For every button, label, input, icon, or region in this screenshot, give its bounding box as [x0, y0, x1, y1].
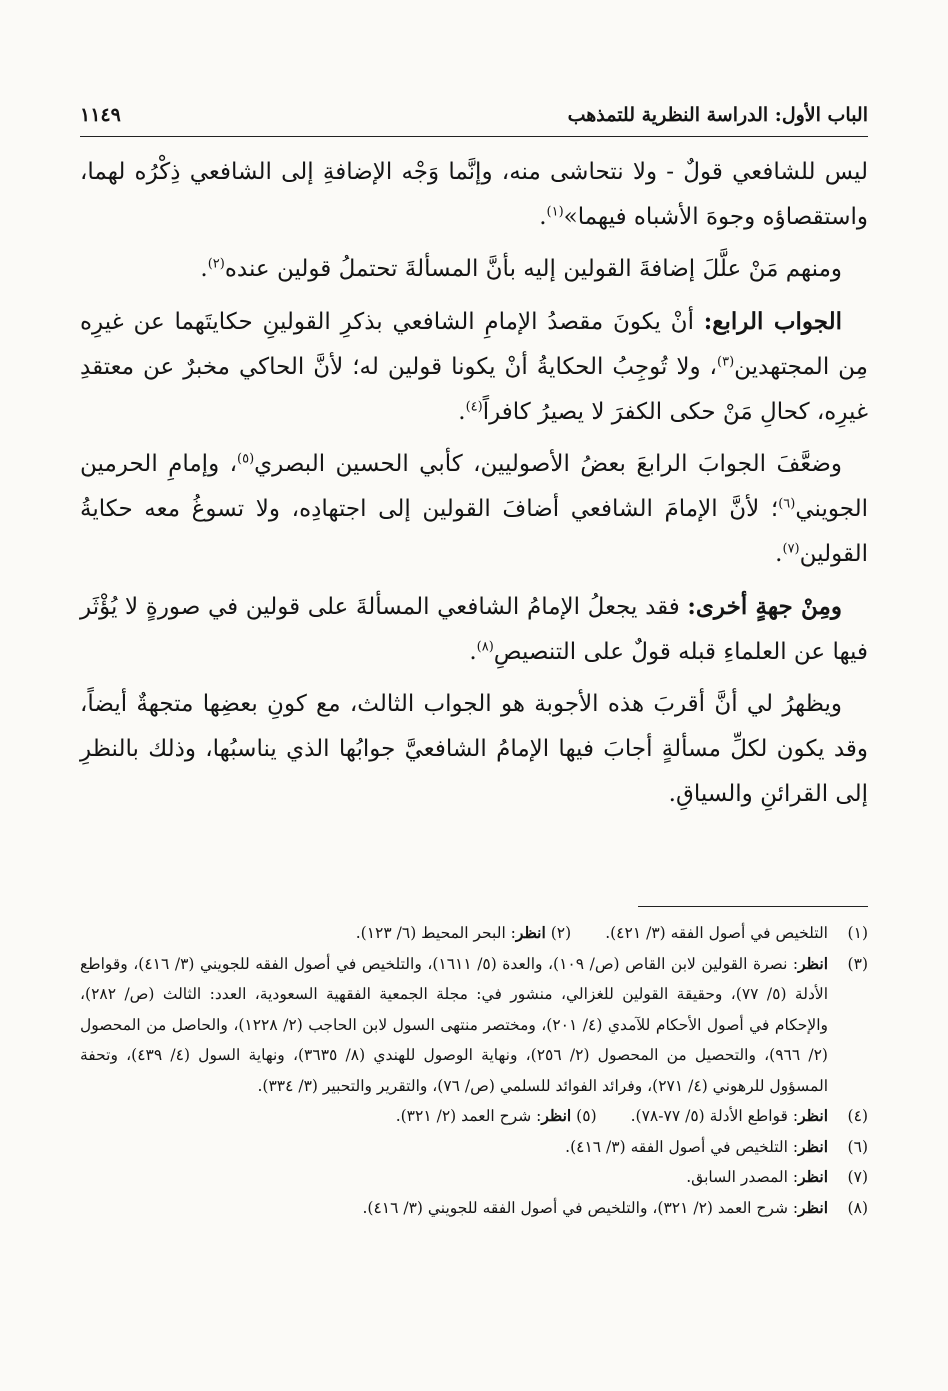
- footnote-number: (٣): [847, 954, 868, 973]
- footnote-row: [80, 1162, 868, 1193]
- footnote-pair: [80, 1101, 828, 1132]
- footnote-ref: (١): [546, 204, 564, 220]
- footnote-text: : قواطع الأدلة (٥/ ٧٧-٧٨).: [630, 1107, 799, 1125]
- footnote-row: [80, 1132, 868, 1163]
- footnote-lead: انظر: [515, 923, 546, 942]
- paragraph-end: .: [469, 639, 477, 665]
- footnote-row: [80, 918, 868, 949]
- main-text: [80, 150, 868, 824]
- footnote-text: التلخيص في أصول الفقه (٣/ ٤٢١).: [605, 924, 828, 942]
- footnote-number: (٨): [847, 1198, 868, 1217]
- paragraph-text: فقد يجعلُ الإمامُ الشافعي المسألةَ على قولين في صورةٍ لا يُؤْثَر فيها عن العلماءِ قبله قولٌ على التنصيصِ: [80, 594, 868, 665]
- footnote-ref: (٥): [237, 451, 255, 467]
- section-lead: ومِنْ جهةٍ أخرى:: [687, 593, 842, 620]
- footnote-row: [80, 1193, 868, 1224]
- paragraph-end: .: [200, 256, 208, 282]
- footnote-body: [80, 1132, 828, 1163]
- footnote-lead: انظر: [798, 1197, 828, 1217]
- footnote-text: : المصدر السابق.: [686, 1168, 799, 1186]
- paragraph-1: [80, 150, 868, 240]
- page-header: [80, 100, 868, 137]
- footnotes: [80, 918, 868, 1223]
- footnote-lead: انظر: [798, 953, 829, 973]
- paragraph-4: [80, 442, 868, 577]
- footnote-lead: انظر: [541, 1106, 572, 1125]
- footnote-text: : شرح العمد (٢/ ٣٢١)، والتلخيص في أصول الفقه للجويني (٣/ ٤١٦).: [362, 1198, 799, 1217]
- footnote-row: [80, 949, 868, 1102]
- paragraph-end: .: [458, 399, 466, 425]
- paragraph-2: [80, 247, 868, 292]
- paragraph-text: ومنهم مَنْ علَّلَ إضافةَ القولين إليه بأنَّ المسألةَ تحتملُ قولين عنده: [224, 256, 842, 282]
- footnote-pair: [80, 918, 828, 949]
- footnote-number: (٦): [847, 1137, 868, 1156]
- footnote-number: (١): [847, 924, 868, 942]
- footnote-number: (٤): [847, 1107, 868, 1125]
- footnote-row: [80, 1101, 868, 1132]
- footnote-body: [80, 949, 828, 1102]
- footnote-lead: انظر: [798, 1136, 828, 1156]
- footnote-divider: [638, 906, 868, 907]
- footnote-number: (٧): [847, 1168, 868, 1186]
- footnote-number: (٥): [576, 1107, 597, 1125]
- paragraph-end: .: [539, 204, 547, 230]
- footnote-text: : نصرة القولين لابن القاص (ص/ ١٠٩)، والعدة (٥/ ١٦١١)، والتلخيص في أصول الفقه للجويني (٣/ ٤١٦)، وقواطع الأدلة (٥/ ٧٧)، وحقيقة القولين للغزالي، منشور في: مجلة الجمعية الفقهية السعودية، العدد: الثالث (ص/ ٢٨٢)، والإحكام في أصول الأحكام للآمدي (٤/ ٢٠١)، ومختصر منتهى السول لابن الحاجب (٢/ ١٢٢٨)، والحاصل من المحصول (٢/ ٩٦٦)، والتحصيل من المحصول (٢/ ٢٥٦)، ونهاية الوصول للهندي (٨/ ٣٦٣٥)، ونهاية السول (٤/ ٤٣٩)، وتحفة المسؤول للرهوني (٤/ ٢٧١)، وفرائد الفوائد للسلمي (ص/ ٧٦)، والتقرير والتحبير (٣/ ٣٣٤).: [80, 954, 828, 1095]
- footnote-ref: (٦): [778, 496, 796, 512]
- footnote-ref: (٢): [207, 256, 225, 272]
- paragraph-6: [80, 682, 868, 817]
- footnote-number: (٢): [550, 924, 572, 942]
- footnote-inline: [396, 1101, 597, 1132]
- paragraph-text: أنْ يكونَ مقصدُ الإمامِ الشافعي بذكرِ القولينِ حكايتَهما عن غيرِه مِن المجتهدين: [80, 309, 868, 380]
- footnote-text: : البحر المحيط (٦/ ١٢٣).: [355, 924, 516, 942]
- paragraph-text: ويظهرُ لي أنَّ أقربَ هذه الأجوبة هو الجواب الثالث، مع كونِ بعضِها متجهةٌ أيضاً، وقد يكون لكلِّ مسألةٍ أجابَ فيها الإمامُ الشافعيَّ جوابُها الذي يناسبُها، وذلك بالنظرِ إلى القرائنِ والسياقِ.: [80, 691, 868, 807]
- footnote-text: : شرح العمد (٢/ ٣٢١).: [395, 1107, 542, 1125]
- paragraph-5: [80, 584, 868, 675]
- paragraph-text: ، وإمامِ الحرمين الجويني: [80, 451, 868, 522]
- paragraph-3: [80, 299, 868, 435]
- paragraph-text: ليس للشافعي قولٌ - ولا نتحاشى منه، وإنَّما وَجْه الإضافةِ إلى الشافعي ذِكْرُه لهما، واستقصاؤه وجوهَ الأشباه فيهما»: [80, 159, 868, 230]
- footnote-body: [80, 1193, 828, 1224]
- footnote-inline: [631, 1101, 828, 1132]
- footnote-ref: (٣): [717, 354, 735, 370]
- footnote-ref: (٤): [465, 399, 483, 415]
- footnote-text: : التلخيص في أصول الفقه (٣/ ٤١٦).: [565, 1137, 799, 1156]
- footnote-ref: (٧): [782, 541, 800, 557]
- section-lead: الجواب الرابع:: [703, 308, 842, 335]
- paragraph-text: وضعَّفَ الجوابَ الرابعَ بعضُ الأصوليين، كأبي الحسين البصري: [254, 451, 842, 477]
- paragraph-text: ، ولا تُوجِبُ الحكايةُ أنْ يكونا قولين له؛ لأنَّ الحاكي مخبرٌ عن معتقدِ غيرِه، كحالِ مَنْ حكى الكفرَ لا يصيرُ كافراً: [80, 354, 868, 425]
- footnote-lead: انظر: [798, 1167, 828, 1186]
- footnote-lead: انظر: [798, 1106, 828, 1125]
- paragraph-text: ؛ لأنَّ الإمامَ الشافعي أضافَ القولين إلى اجتهادِه، ولا تسوغُ معه حكايةُ القولين: [80, 496, 868, 567]
- footnote-ref: (٨): [476, 639, 494, 655]
- paragraph-end: .: [775, 541, 783, 567]
- page-number: ١١٤٩: [80, 104, 121, 126]
- footnote-body: [80, 1162, 828, 1193]
- running-title: الباب الأول: الدراسة النظرية للتمذهب: [567, 104, 868, 126]
- footnote-inline: [356, 918, 571, 949]
